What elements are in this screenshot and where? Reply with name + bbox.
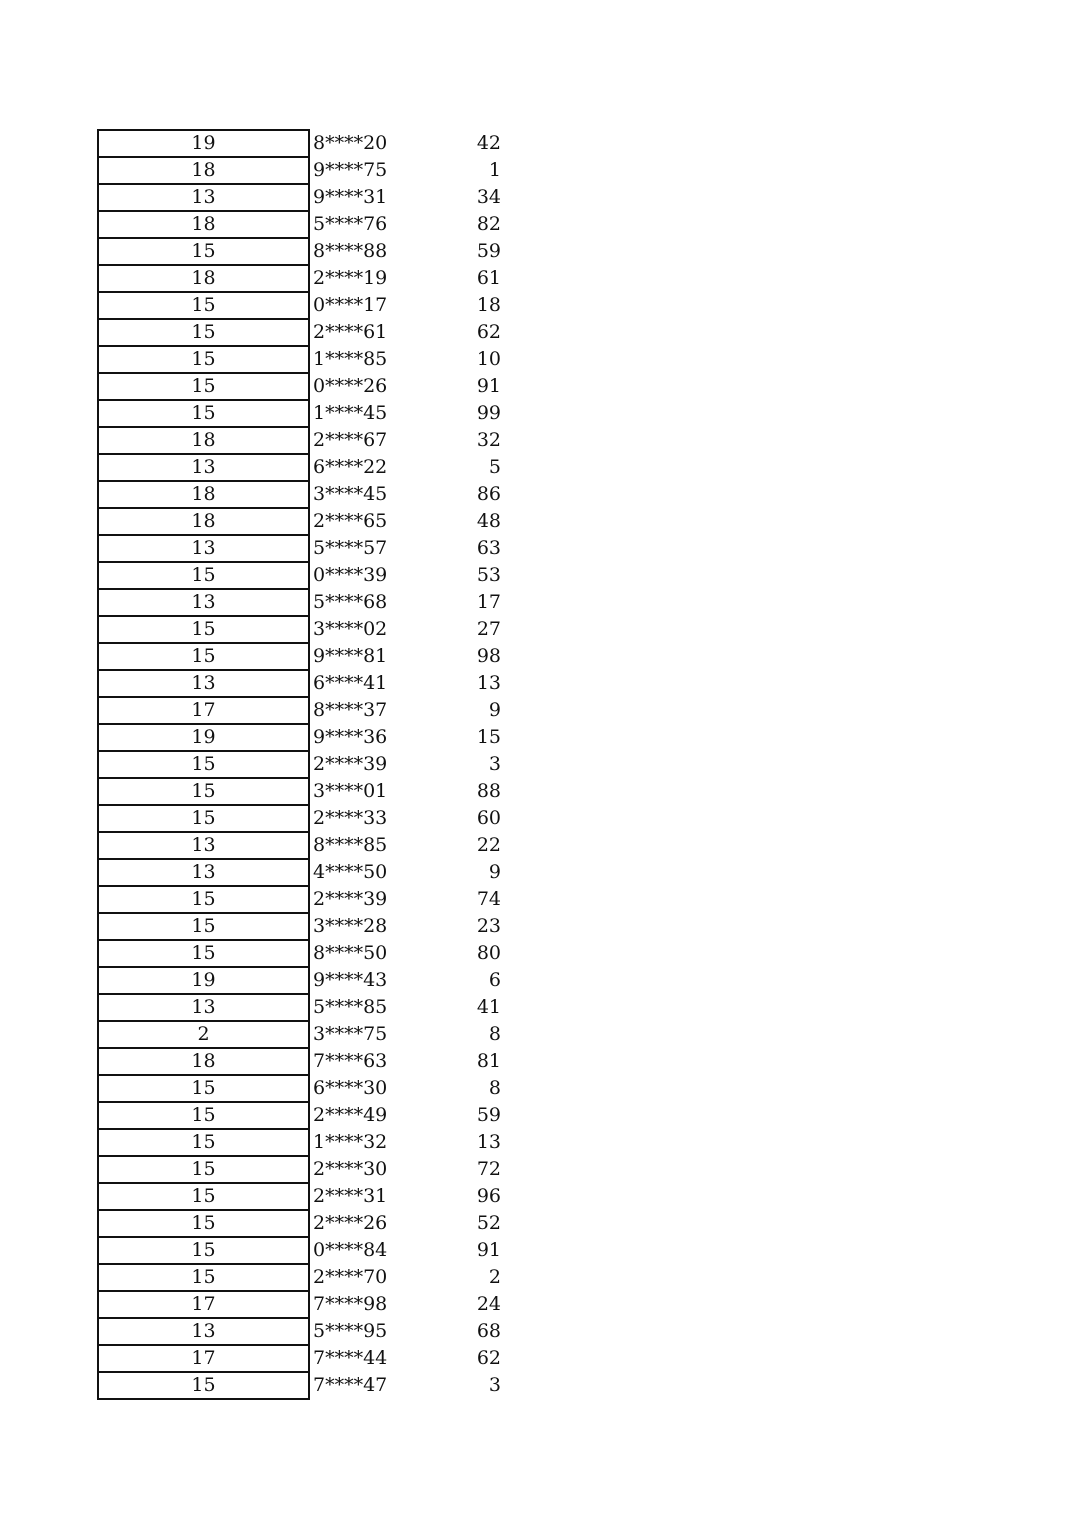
cell-col-c: 91 [476, 1239, 501, 1261]
cell-col-b: 9****81 [313, 645, 388, 667]
cell-col-b: 5****68 [313, 591, 388, 613]
cell-col-a: 15 [98, 1264, 309, 1291]
table-row [98, 1264, 501, 1291]
cell-col-a: 15 [98, 292, 309, 319]
cell-col-c: 61 [476, 267, 501, 289]
table-row [98, 589, 501, 616]
cell-col-b: 6****22 [313, 456, 388, 478]
table-row [98, 616, 501, 643]
cell-col-b: 7****44 [313, 1347, 388, 1369]
cell-col-a: 15 [98, 238, 309, 265]
cell-col-b: 7****98 [313, 1293, 388, 1315]
cell-col-c: 98 [476, 645, 501, 667]
cell-col-a: 17 [98, 697, 309, 724]
cell-col-a: 15 [98, 1372, 309, 1399]
cell-col-c: 48 [476, 510, 501, 532]
cell-col-c: 60 [476, 807, 501, 829]
cell-col-a: 15 [98, 1129, 309, 1156]
table-row [98, 535, 501, 562]
cell-col-a: 13 [98, 454, 309, 481]
cell-col-c: 42 [476, 132, 501, 154]
cell-col-b: 7****47 [313, 1374, 388, 1396]
table-row [98, 1318, 501, 1345]
cell-col-a: 15 [98, 562, 309, 589]
cell-col-b: 6****30 [313, 1077, 388, 1099]
table-row [98, 967, 501, 994]
cell-col-b: 5****95 [313, 1320, 388, 1342]
table-row [98, 1102, 501, 1129]
table-row [98, 157, 501, 184]
cell-col-c: 3 [488, 753, 501, 775]
cell-col-a: 19 [98, 724, 309, 751]
cell-col-b: 1****45 [313, 402, 388, 424]
cell-col-a: 15 [98, 319, 309, 346]
table-row [98, 238, 501, 265]
cell-col-a: 15 [98, 643, 309, 670]
table-row [98, 346, 501, 373]
cell-col-b: 3****28 [313, 915, 388, 937]
cell-col-b: 3****02 [313, 618, 388, 640]
cell-col-c: 59 [476, 240, 501, 262]
cell-col-a: 15 [98, 400, 309, 427]
cell-col-a: 15 [98, 373, 309, 400]
table-row [98, 697, 501, 724]
cell-col-b: 5****57 [313, 537, 388, 559]
cell-col-a: 15 [98, 940, 309, 967]
table-row [98, 751, 501, 778]
cell-col-a: 15 [98, 751, 309, 778]
cell-col-c: 72 [476, 1158, 501, 1180]
cell-col-c: 32 [476, 429, 501, 451]
cell-col-a: 18 [98, 508, 309, 535]
cell-col-b: 0****26 [313, 375, 388, 397]
cell-col-c: 9 [488, 699, 501, 721]
table-row [98, 940, 501, 967]
cell-col-c: 82 [476, 213, 501, 235]
cell-col-a: 15 [98, 1075, 309, 1102]
table-row [98, 1048, 501, 1075]
cell-col-a: 13 [98, 859, 309, 886]
cell-col-a: 17 [98, 1345, 309, 1372]
cell-col-b: 9****75 [313, 159, 388, 181]
table-row [98, 1291, 501, 1318]
table-body [98, 130, 501, 1399]
cell-col-a: 15 [98, 616, 309, 643]
cell-col-a: 17 [98, 1291, 309, 1318]
table-row [98, 913, 501, 940]
cell-col-b: 0****84 [313, 1239, 388, 1261]
cell-col-a: 18 [98, 1048, 309, 1075]
cell-col-b: 2****31 [313, 1185, 388, 1207]
cell-col-c: 88 [476, 780, 501, 802]
cell-col-a: 15 [98, 1102, 309, 1129]
cell-col-b: 8****37 [313, 699, 388, 721]
cell-col-a: 15 [98, 1210, 309, 1237]
cell-col-a: 15 [98, 778, 309, 805]
cell-col-a: 13 [98, 184, 309, 211]
cell-col-c: 17 [476, 591, 501, 613]
cell-col-c: 96 [476, 1185, 501, 1207]
cell-col-a: 18 [98, 481, 309, 508]
table-row [98, 454, 501, 481]
cell-col-c: 53 [476, 564, 501, 586]
table-row [98, 1156, 501, 1183]
cell-col-c: 10 [476, 348, 501, 370]
table-row [98, 886, 501, 913]
cell-col-b: 2****30 [313, 1158, 388, 1180]
cell-col-c: 22 [476, 834, 501, 856]
cell-col-a: 2 [98, 1021, 309, 1048]
cell-col-c: 68 [476, 1320, 501, 1342]
cell-col-c: 62 [476, 1347, 501, 1369]
cell-col-c: 6 [488, 969, 501, 991]
cell-col-c: 34 [476, 186, 501, 208]
table-row [98, 265, 501, 292]
cell-col-a: 18 [98, 265, 309, 292]
cell-col-b: 2****33 [313, 807, 388, 829]
cell-col-c: 15 [476, 726, 501, 748]
table-row [98, 643, 501, 670]
cell-col-c: 8 [488, 1077, 501, 1099]
cell-col-b: 9****36 [313, 726, 388, 748]
cell-col-c: 18 [476, 294, 501, 316]
cell-col-c: 80 [476, 942, 501, 964]
cell-col-c: 41 [476, 996, 501, 1018]
cell-col-b: 2****61 [313, 321, 388, 343]
cell-col-c: 81 [476, 1050, 501, 1072]
cell-col-b: 9****43 [313, 969, 388, 991]
cell-col-a: 13 [98, 535, 309, 562]
table-row [98, 292, 501, 319]
table-row [98, 1345, 501, 1372]
table-row [98, 778, 501, 805]
cell-col-b: 8****20 [313, 132, 388, 154]
cell-col-a: 13 [98, 670, 309, 697]
cell-col-b: 2****19 [313, 267, 388, 289]
cell-col-b: 4****50 [313, 861, 388, 883]
cell-col-b: 9****31 [313, 186, 388, 208]
table-row [98, 1075, 501, 1102]
cell-col-a: 18 [98, 427, 309, 454]
table-row [98, 859, 501, 886]
cell-col-c: 74 [476, 888, 501, 910]
cell-col-c: 59 [476, 1104, 501, 1126]
table-row [98, 670, 501, 697]
cell-col-c: 2 [488, 1266, 501, 1288]
cell-col-c: 63 [476, 537, 501, 559]
cell-col-c: 1 [488, 159, 501, 181]
table-row [98, 481, 501, 508]
table-row [98, 994, 501, 1021]
cell-col-c: 13 [476, 672, 501, 694]
cell-col-a: 18 [98, 211, 309, 238]
cell-col-b: 3****75 [313, 1023, 388, 1045]
cell-col-b: 8****88 [313, 240, 388, 262]
cell-col-c: 5 [488, 456, 501, 478]
table-row [98, 1372, 501, 1399]
cell-col-b: 7****63 [313, 1050, 388, 1072]
cell-col-b: 3****45 [313, 483, 388, 505]
cell-col-b: 2****39 [313, 753, 388, 775]
cell-col-c: 62 [476, 321, 501, 343]
cell-col-c: 13 [476, 1131, 501, 1153]
cell-col-a: 13 [98, 1318, 309, 1345]
cell-col-a: 15 [98, 1237, 309, 1264]
table-row [98, 319, 501, 346]
table-row [98, 1183, 501, 1210]
cell-col-b: 1****85 [313, 348, 388, 370]
cell-col-a: 15 [98, 1183, 309, 1210]
table-row [98, 1129, 501, 1156]
cell-col-c: 24 [476, 1293, 501, 1315]
cell-col-c: 52 [476, 1212, 501, 1234]
cell-col-b: 1****32 [313, 1131, 388, 1153]
cell-col-a: 15 [98, 346, 309, 373]
cell-col-c: 27 [476, 618, 501, 640]
cell-col-c: 23 [476, 915, 501, 937]
table-row [98, 805, 501, 832]
cell-col-a: 13 [98, 589, 309, 616]
cell-col-c: 9 [488, 861, 501, 883]
cell-col-b: 2****49 [313, 1104, 388, 1126]
cell-col-a: 15 [98, 1156, 309, 1183]
table-row [98, 1237, 501, 1264]
table-row [98, 832, 501, 859]
cell-col-b: 3****01 [313, 780, 388, 802]
table-row [98, 427, 501, 454]
data-table [97, 129, 502, 1400]
cell-col-a: 15 [98, 805, 309, 832]
cell-col-b: 0****17 [313, 294, 388, 316]
cell-col-b: 0****39 [313, 564, 388, 586]
cell-col-b: 2****65 [313, 510, 388, 532]
cell-col-a: 19 [98, 130, 309, 157]
cell-col-c: 91 [476, 375, 501, 397]
table-row [98, 508, 501, 535]
table-row [98, 373, 501, 400]
cell-col-a: 13 [98, 994, 309, 1021]
cell-col-a: 18 [98, 157, 309, 184]
cell-col-c: 99 [476, 402, 501, 424]
table-row [98, 1210, 501, 1237]
table-row [98, 130, 501, 157]
cell-col-b: 5****76 [313, 213, 388, 235]
table-row [98, 1021, 501, 1048]
cell-col-b: 6****41 [313, 672, 388, 694]
table-row [98, 562, 501, 589]
cell-col-b: 2****39 [313, 888, 388, 910]
cell-col-b: 8****50 [313, 942, 388, 964]
table-row [98, 184, 501, 211]
cell-col-b: 5****85 [313, 996, 388, 1018]
table-row [98, 400, 501, 427]
cell-col-a: 13 [98, 832, 309, 859]
cell-col-b: 2****70 [313, 1266, 388, 1288]
table-row [98, 724, 501, 751]
cell-col-c: 3 [488, 1374, 501, 1396]
cell-col-b: 2****26 [313, 1212, 388, 1234]
cell-col-a: 19 [98, 967, 309, 994]
cell-col-b: 2****67 [313, 429, 388, 451]
cell-col-c: 8 [488, 1023, 501, 1045]
cell-col-c: 86 [476, 483, 501, 505]
cell-col-b: 8****85 [313, 834, 388, 856]
cell-col-a: 15 [98, 886, 309, 913]
cell-col-a: 15 [98, 913, 309, 940]
table-row [98, 211, 501, 238]
